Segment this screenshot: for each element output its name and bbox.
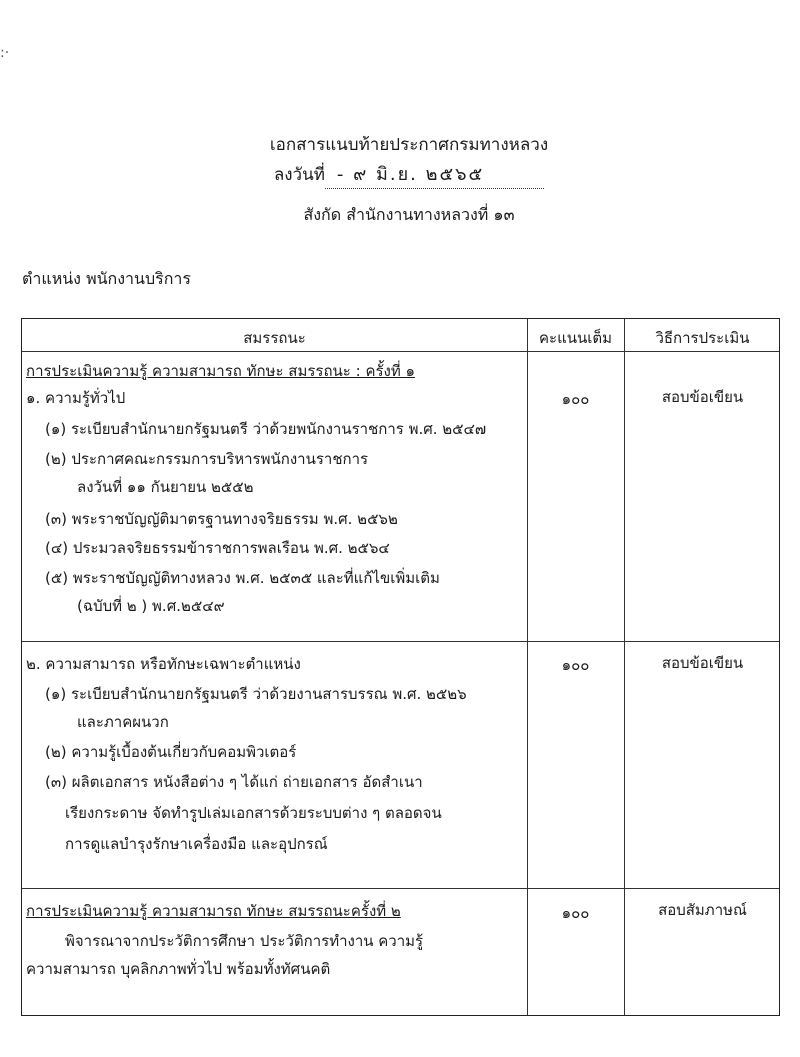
section2-score: ๑๐๐ [561, 656, 590, 674]
header-competency: สมรรถนะ [243, 329, 306, 347]
header-full-score: คะแนนเต็ม [538, 329, 613, 347]
row-divider [22, 888, 779, 889]
position-title: ตำแหน่ง พนักงานบริการ [22, 269, 191, 288]
section1-sub3: (๓) พระราชบัญญัติมาตรฐานทางจริยธรรม พ.ศ. ๒๕๖๒ [45, 510, 398, 528]
header-method: วิธีการประเมิน [655, 329, 750, 347]
section2-sub3c: การดูแลบำรุงรักษาเครื่องมือ และอุปกรณ์ [65, 835, 328, 853]
section1-score: ๑๐๐ [561, 390, 590, 408]
document-title: เอกสารแนบท้ายประกาศกรมทางหลวง [269, 135, 549, 155]
section3-method: สอบสัมภาษณ์ [658, 901, 747, 919]
section2-sub3b: เรียงกระดาษ จัดทำรูปเล่มเอกสารด้วยระบบต่าง ๆ ตลอดจน [65, 804, 442, 822]
margin-mark: :· [0, 45, 10, 61]
competency-table [21, 318, 780, 1016]
date-line [0, 159, 800, 189]
section1-item1: ๑. ความรู้ทั่วไป [26, 389, 126, 407]
section2-sub3a: (๓) ผลิตเอกสาร หนังสือต่าง ๆ ได้แก่ ถ่ายเอกสาร อัดสำเนา [45, 773, 423, 791]
section3-line1: พิจารณาจากประวัติการศึกษา ประวัติการทำงาน ความรู้ [65, 932, 424, 950]
section2-sub1b: และภาคผนวก [77, 713, 169, 731]
header-row-divider [22, 351, 779, 352]
date-value: - ๙ มิ.ย. ๒๕๖๕ [325, 159, 544, 189]
section3-title: การประเมินความรู้ ความสามารถ ทักษะ สมรรถนะครั้งที่ ๒ [26, 902, 401, 920]
section2-sub2: (๒) ความรู้เบื้องต้นเกี่ยวกับคอมพิวเตอร์ [45, 743, 297, 761]
section3-score: ๑๐๐ [561, 904, 590, 922]
row-divider [22, 641, 779, 642]
section1-method: สอบข้อเขียน [661, 388, 744, 406]
section1-sub2a: (๒) ประกาศคณะกรรมการบริหารพนักงานราชการ [45, 450, 369, 468]
section1-sub5a: (๕) พระราชบัญญัติทางหลวง พ.ศ. ๒๕๓๕ และที่แก้ไขเพิ่มเติม [45, 569, 440, 587]
section1-title: การประเมินความรู้ ความสามารถ ทักษะ สมรรถนะ : ครั้งที่ ๑ [26, 362, 416, 380]
section3-line2: ความสามารถ บุคลิกภาพทั่วไป พร้อมทั้งทัศนคติ [26, 960, 331, 978]
section2-sub1a: (๑) ระเบียบสำนักนายกรัฐมนตรี ว่าด้วยงานสารบรรณ พ.ศ. ๒๕๒๖ [45, 685, 467, 703]
date-label: ลงวันที่ [273, 165, 325, 185]
section1-sub4: (๔) ประมวลจริยธรรมข้าราชการพลเรือน พ.ศ. ๒๕๖๔ [45, 539, 390, 557]
section1-sub5b: (ฉบับที่ ๒ ) พ.ศ.๒๕๔๙ [77, 597, 225, 615]
affiliation: สังกัด สำนักงานทางหลวงที่ ๑๓ [303, 205, 515, 224]
section1-sub1: (๑) ระเบียบสำนักนายกรัฐมนตรี ว่าด้วยพนักงานราชการ พ.ศ. ๒๕๔๗ [45, 420, 487, 438]
section2-item2: ๒. ความสามารถ หรือทักษะเฉพาะตำแหน่ง [26, 655, 301, 673]
section2-method: สอบข้อเขียน [661, 654, 744, 672]
section1-sub2b: ลงวันที่ ๑๑ กันยายน ๒๕๕๒ [77, 478, 254, 496]
